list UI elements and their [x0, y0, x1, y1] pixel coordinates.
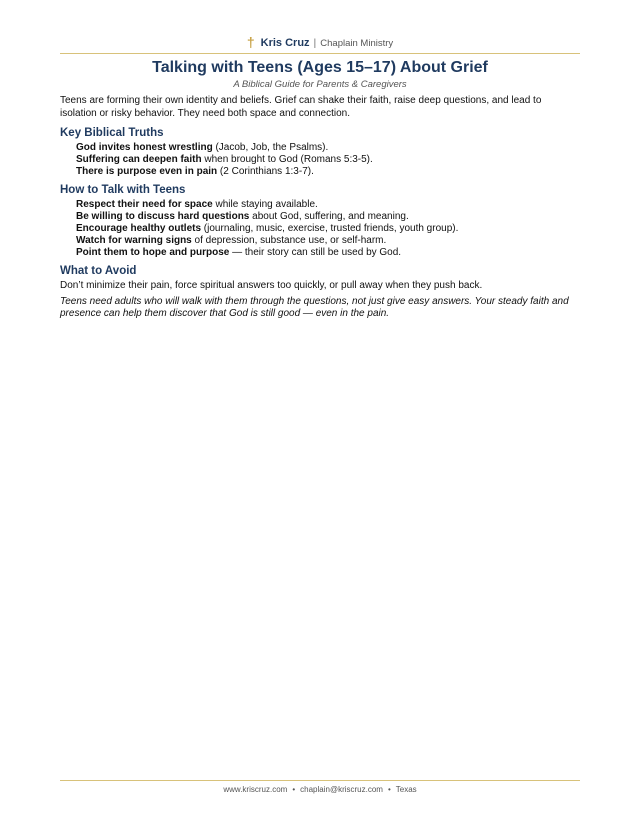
item-bold: Encourage healthy outlets — [76, 223, 202, 234]
item-text: — their story can still be used by God. — [229, 247, 402, 258]
section-heading: Key Biblical Truths — [60, 127, 164, 139]
footer-divider — [60, 780, 580, 781]
truths-list — [60, 142, 580, 178]
footer-email: chaplain@kriscruz.com — [300, 785, 383, 794]
item-text: (2 Corinthians 1:3-7). — [217, 166, 314, 177]
item-text: (Jacob, Job, the Psalms). — [212, 142, 329, 153]
footer-location: Texas — [395, 785, 417, 794]
header-separator: | — [313, 37, 317, 49]
author-name: Kris Cruz — [260, 37, 310, 49]
page-footer — [60, 784, 580, 796]
item-bold: Suffering can deepen faith — [76, 154, 202, 165]
list-item — [76, 199, 580, 211]
section-what-to-avoid — [60, 264, 580, 293]
avoid-paragraph: Don’t minimize their pain, force spiritual answers too quickly, or pull away when they push back. — [60, 280, 483, 291]
page-header — [60, 34, 580, 52]
item-text: while staying available. — [212, 199, 318, 210]
list-item — [76, 211, 580, 223]
item-text: about God, suffering, and meaning. — [249, 211, 409, 222]
footer-bullet: • — [292, 785, 296, 794]
section-key-truths — [60, 126, 580, 178]
list-item — [76, 235, 580, 247]
organization-name: Chaplain Ministry — [320, 38, 394, 49]
item-bold: There is purpose even in pain — [76, 166, 218, 177]
header-divider — [60, 53, 580, 54]
document-body — [60, 58, 580, 321]
item-bold: Respect their need for space — [76, 199, 213, 210]
item-bold: Watch for warning signs — [76, 235, 192, 246]
item-bold: Be willing to discuss hard questions — [76, 211, 250, 222]
tips-list — [60, 199, 580, 259]
section-how-to-talk — [60, 183, 580, 259]
list-item — [76, 247, 580, 259]
page-title: Talking with Teens (Ages 15–17) About Grief — [152, 59, 488, 76]
item-text: (journaling, music, exercise, trusted friends, youth group). — [201, 223, 459, 234]
cross-icon: † — [246, 34, 255, 50]
footer-website: www.kriscruz.com — [223, 785, 288, 794]
closing-paragraph: Teens need adults who will walk with them through the questions, not just give easy answers. Your steady faith and presence can help them discover that God is still good — even in the pain. — [60, 295, 569, 319]
footer-bullet: • — [387, 785, 391, 794]
section-heading: What to Avoid — [60, 265, 137, 277]
page-subtitle: A Biblical Guide for Parents & Caregivers — [233, 79, 407, 90]
section-heading: How to Talk with Teens — [60, 184, 186, 196]
list-item — [76, 223, 580, 235]
item-text: when brought to God (Romans 5:3-5). — [201, 154, 373, 165]
item-bold: Point them to hope and purpose — [76, 247, 230, 258]
list-item — [76, 166, 580, 178]
list-item — [76, 142, 580, 154]
intro-paragraph: Teens are forming their own identity and beliefs. Grief can shake their faith, raise deep questions, and lead to isolation or risky behavior. They need both space and connection. — [60, 95, 542, 119]
item-text: of depression, substance use, or self-harm. — [191, 235, 387, 246]
list-item — [76, 154, 580, 166]
item-bold: God invites honest wrestling — [76, 142, 213, 153]
